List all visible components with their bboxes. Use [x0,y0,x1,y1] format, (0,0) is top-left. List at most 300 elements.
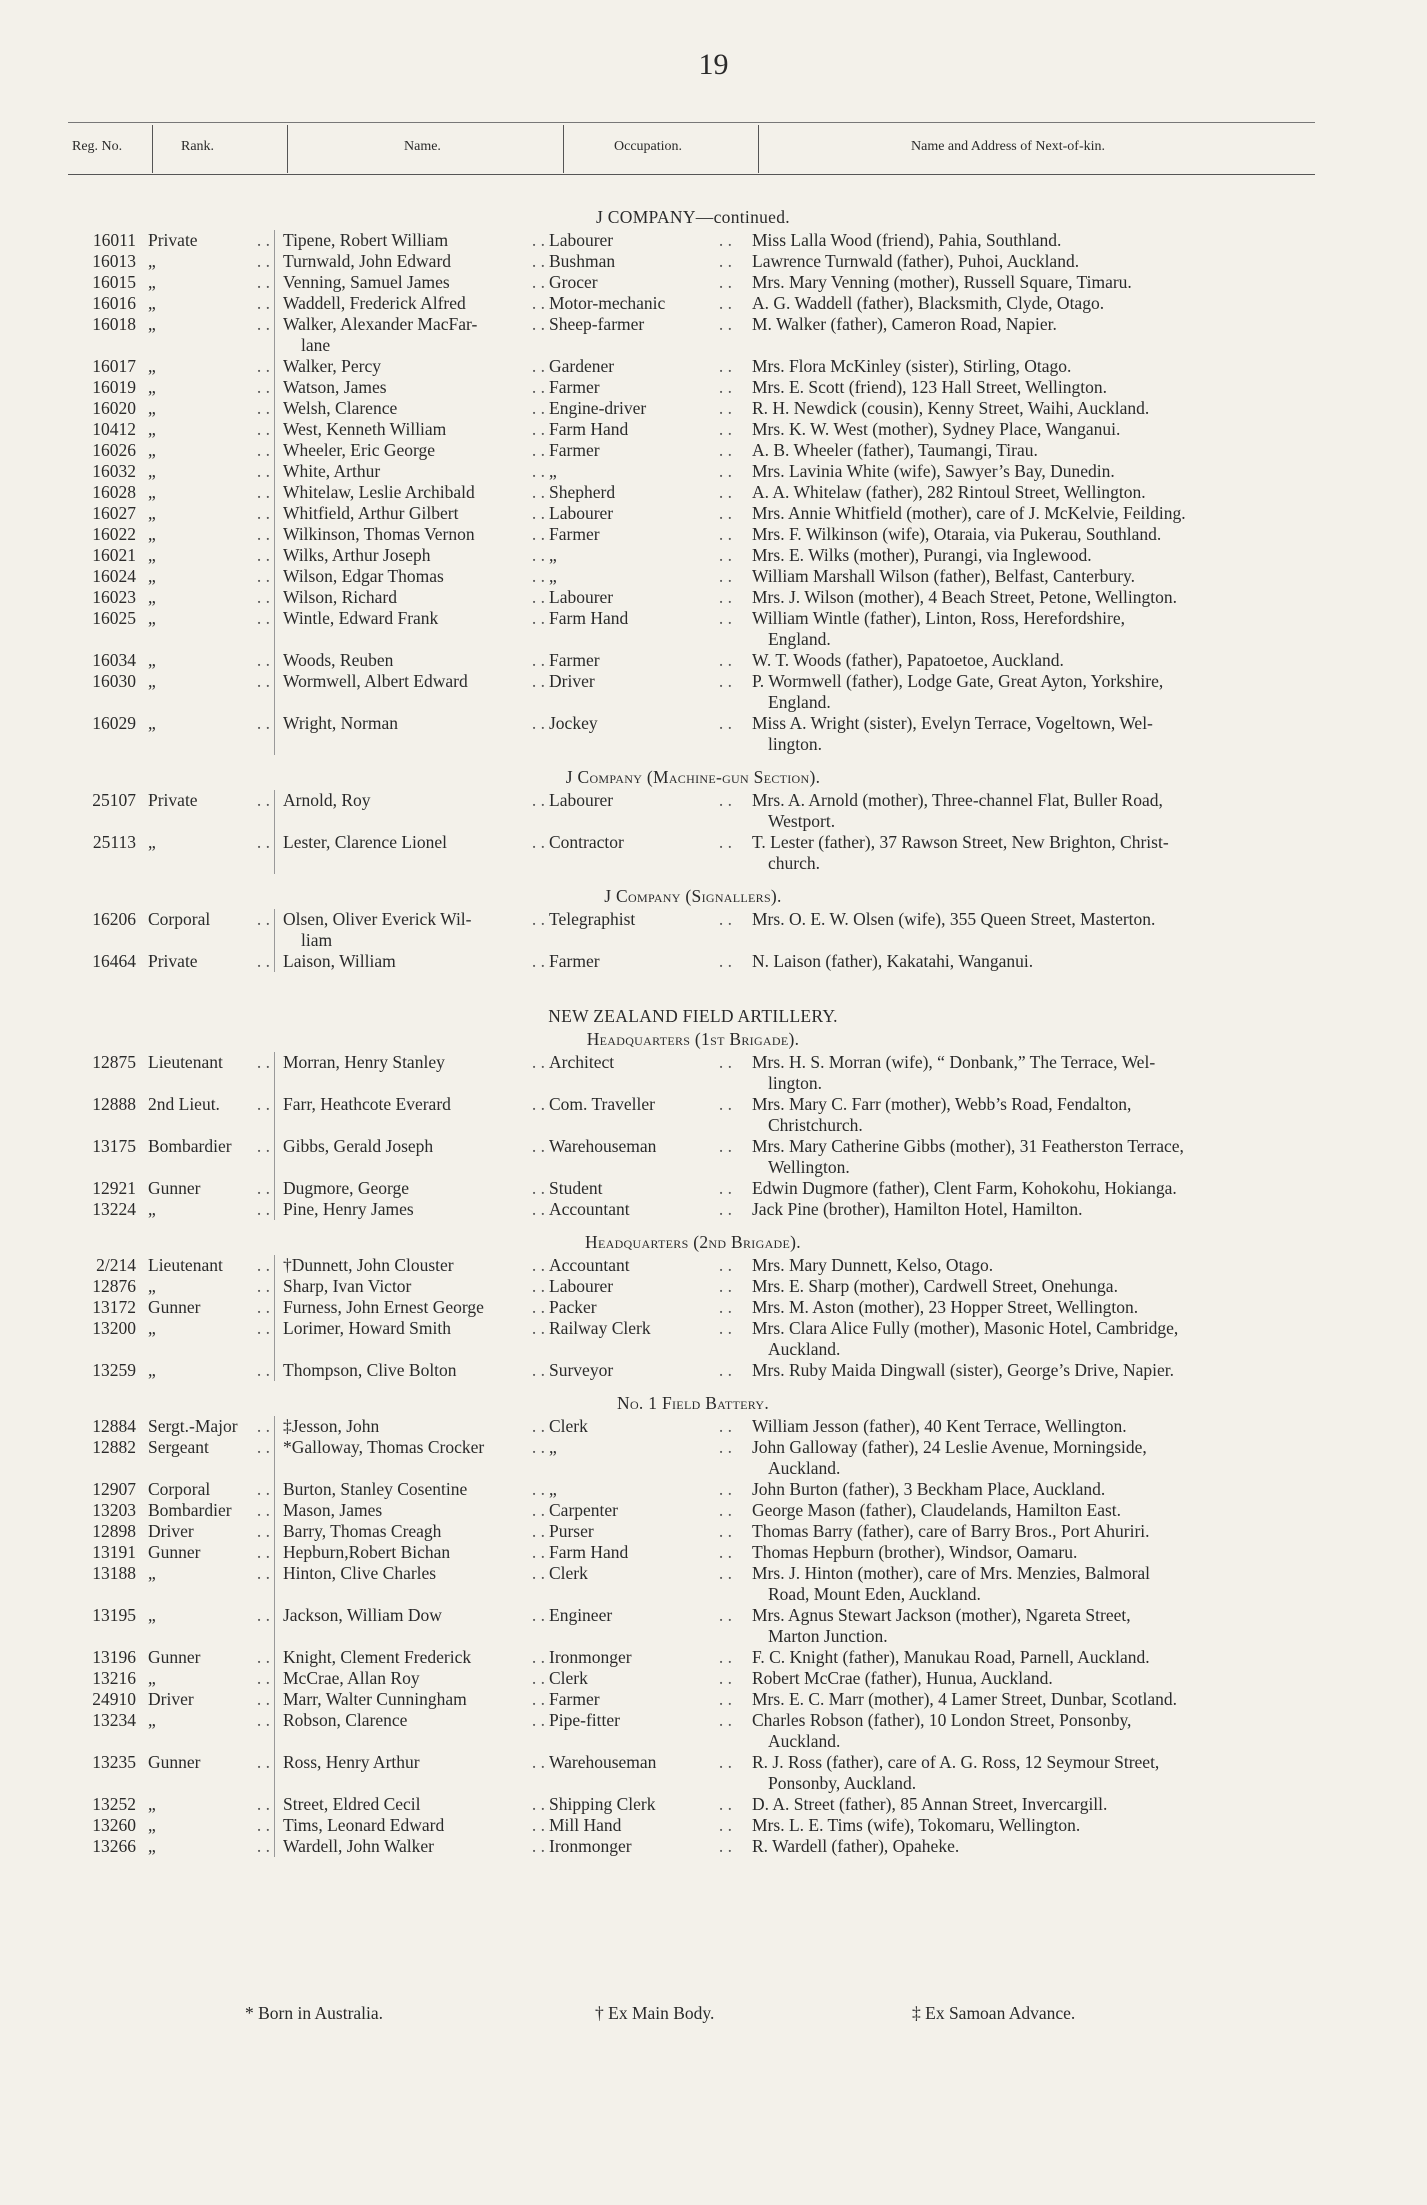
reg-blank [68,1773,148,1794]
occupation: Carpenter [549,1500,618,1520]
header-name: Name. [404,139,441,154]
roll-row [68,1094,1318,1115]
reg-blank [68,1157,148,1178]
leader-dots: . . [256,293,270,313]
next-of-kin: Mrs. J. Hinton (mother), care of Mrs. Menzies, Balmoral [752,1563,1151,1583]
roll-row-continuation [68,1773,1318,1794]
leader-dots: . . [531,713,545,733]
occupation: Contractor [549,832,624,852]
next-of-kin: P. Wormwell (father), Lodge Gate, Great Ayton, Yorkshire, [752,671,1164,691]
next-of-kin: Mrs. L. E. Tims (wife), Tokomaru, Wellington. [752,1815,1081,1835]
leader-dots: . . [531,951,545,971]
occupation: „ [549,461,557,481]
leader-dots: . . [718,951,732,971]
soldier-name-cell [274,1836,549,1857]
leader-dots: . . [256,482,270,502]
rank-cell [148,1794,274,1815]
leader-dots: . . [531,1094,545,1114]
rank-cell [148,790,274,811]
name-continuation-cell [274,1731,549,1752]
occupation: Farmer [549,650,600,670]
soldier-name-cell [274,419,549,440]
roll-row [68,1255,1318,1276]
occupation-cell [549,1318,736,1339]
occupation: „ [549,1437,557,1457]
occupation-cell [549,1136,736,1157]
occupation-cell [549,790,736,811]
rank-cell [148,1136,274,1157]
occupation-cell [549,1178,736,1199]
rank: „ [148,272,156,292]
roll-row [68,230,1318,251]
leader-dots: . . [718,1437,732,1457]
rank: Private [148,951,198,971]
occupation: Ironmonger [549,1836,632,1856]
next-of-kin: Mrs. Agnus Stewart Jackson (mother), Ngareta Street, [752,1605,1131,1625]
leader-dots: . . [531,1437,545,1457]
roll-row [68,608,1318,629]
rank: 2nd Lieut. [148,1094,220,1114]
leader-dots: . . [256,1689,270,1709]
soldier-name-cell [274,587,549,608]
leader-dots: . . [531,503,545,523]
leader-dots: . . [531,1815,545,1835]
soldier-name: Robson, Clarence [283,1710,408,1730]
occupation-cell [549,377,736,398]
leader-dots: . . [718,790,732,810]
soldier-name-cell [274,1052,549,1073]
occupation-cell [549,482,736,503]
leader-dots: . . [718,461,732,481]
rank-cell [148,587,274,608]
leader-dots: . . [718,1297,732,1317]
rank-cell [148,1297,274,1318]
leader-dots: . . [531,1178,545,1198]
occupation-cell [549,608,736,629]
rank-blank [148,1626,274,1647]
reg-number: 16029 [92,713,136,733]
rank-cell [148,1689,274,1710]
header-rank: Rank. [181,139,215,154]
rank-blank [148,811,274,832]
name-continuation-cell [274,1584,549,1605]
leader-dots: . . [531,1668,545,1688]
rank-cell [148,1276,274,1297]
roll-row-continuation [68,734,1318,755]
name-continuation-cell [274,1073,549,1094]
leader-dots: . . [256,909,270,929]
soldier-name: Wardell, John Walker [283,1836,434,1856]
leader-dots: . . [531,1500,545,1520]
rank-cell [148,1836,274,1857]
roll-row [68,1752,1318,1773]
rank: Lieutenant [148,1052,223,1072]
occupation: Shepherd [549,482,616,502]
leader-dots: . . [718,440,732,460]
occupation-cell [549,1836,736,1857]
name-continuation-cell [274,692,549,713]
occupation-cell [549,1542,736,1563]
occupation: Engine-driver [549,398,647,418]
occupation: Architect [549,1052,615,1072]
reg-number: 13200 [92,1318,136,1338]
soldier-name: Olsen, Oliver Everick Wil- [283,909,472,929]
rank-cell [148,251,274,272]
rank-blank [148,1339,274,1360]
soldier-name-cell [274,650,549,671]
reg-number: 13252 [92,1794,136,1814]
header-rule [68,174,1315,175]
occupation-cell [549,1255,736,1276]
next-of-kin-continuation: Auckland. [768,1731,841,1751]
roll-row-continuation [68,1731,1318,1752]
rank: „ [148,1794,156,1814]
soldier-name-cell [274,1136,549,1157]
soldier-name-cell [274,909,549,930]
occupation: Labourer [549,1276,614,1296]
occupation-cell [549,272,736,293]
leader-dots: . . [531,230,545,250]
occupation-cell [549,1416,736,1437]
reg-blank [68,335,148,356]
section-title: No. 1 Field Battery. [617,1393,769,1413]
header-reg: Reg. No. [72,139,123,154]
reg-number: 16032 [92,461,136,481]
leader-dots: . . [718,1689,732,1709]
rank: „ [148,440,156,460]
rank-cell [148,1052,274,1073]
rank-cell [148,1563,274,1584]
leader-dots: . . [718,1563,732,1583]
leader-dots: . . [256,1416,270,1436]
roll-row [68,377,1318,398]
occupation: Railway Clerk [549,1318,651,1338]
occupation-cell [549,650,736,671]
rank: „ [148,1318,156,1338]
occupation: Shipping Clerk [549,1794,656,1814]
next-of-kin: A. A. Whitelaw (father), 282 Rintoul Street, Wellington. [752,482,1146,502]
reg-blank [68,853,148,874]
roll-row [68,1199,1318,1220]
soldier-name-cell [274,1752,549,1773]
leader-dots: . . [718,832,732,852]
occupation-cell [549,1752,736,1773]
roll-row-continuation [68,692,1318,713]
next-of-kin: Miss A. Wright (sister), Evelyn Terrace, Vogeltown, Wel- [752,713,1153,733]
rank-cell [148,1710,274,1731]
soldier-name-cell [274,377,549,398]
rank: Gunner [148,1752,201,1772]
leader-dots: . . [718,377,732,397]
roll-row [68,1437,1318,1458]
soldier-name: Whitelaw, Leslie Archibald [283,482,475,502]
occupation-cell [549,461,736,482]
next-of-kin-continuation: lington. [768,734,822,754]
leader-dots: . . [718,230,732,250]
occupation-cell [549,1437,736,1458]
soldier-name: Watson, James [283,377,387,397]
occupation-blank [549,629,736,650]
roll-row [68,1521,1318,1542]
roll-row [68,1136,1318,1157]
name-continuation-cell [274,1115,549,1136]
leader-dots: . . [531,587,545,607]
soldier-name: Walker, Percy [283,356,381,376]
leader-dots: . . [718,272,732,292]
leader-dots: . . [256,440,270,460]
rank-cell [148,524,274,545]
rank-cell [148,1318,274,1339]
reg-number: 16023 [92,587,136,607]
rank-cell [148,566,274,587]
occupation-cell [549,314,736,335]
soldier-name: Whitfield, Arthur Gilbert [283,503,459,523]
reg-number: 13203 [92,1500,136,1520]
soldier-name: Sharp, Ivan Victor [283,1276,412,1296]
roll-row [68,1836,1318,1857]
occupation-blank [549,1773,736,1794]
next-of-kin: Mrs. Annie Whitfield (mother), care of J. McKelvie, Feilding. [752,503,1186,523]
rank: „ [148,377,156,397]
rank: Private [148,230,198,250]
occupation-cell [549,1199,736,1220]
occupation-blank [549,1584,736,1605]
occupation-cell [549,230,736,251]
occupation: „ [549,566,557,586]
roll-row [68,671,1318,692]
roll-row [68,1297,1318,1318]
next-of-kin: John Galloway (father), 24 Leslie Avenue, Morningside, [752,1437,1147,1457]
soldier-name: Hinton, Clive Charles [283,1563,437,1583]
leader-dots: . . [256,1752,270,1772]
rank-cell [148,377,274,398]
next-of-kin: William Wintle (father), Linton, Ross, Herefordshire, [752,608,1125,628]
next-of-kin: Mrs. H. S. Morran (wife), “ Donbank,” The Terrace, Wel- [752,1052,1156,1072]
leader-dots: . . [256,1276,270,1296]
rank: Gunner [148,1647,201,1667]
leader-dots: . . [256,1668,270,1688]
rank: „ [148,671,156,691]
soldier-name-cell [274,1647,549,1668]
soldier-name-cell [274,1479,549,1500]
next-of-kin-continuation: Westport. [768,811,836,831]
occupation: Farmer [549,524,600,544]
roll-row [68,1815,1318,1836]
leader-dots: . . [256,461,270,481]
next-of-kin: Miss Lalla Wood (friend), Pahia, Southland. [752,230,1062,250]
next-of-kin: Charles Robson (father), 10 London Street, Ponsonby, [752,1710,1132,1730]
soldier-name: Welsh, Clarence [283,398,398,418]
soldier-name: *Galloway, Thomas Crocker [283,1437,485,1457]
leader-dots: . . [256,314,270,334]
name-continuation-cell [274,1458,549,1479]
next-of-kin: William Marshall Wilson (father), Belfast, Canterbury. [752,566,1136,586]
rank-blank [148,734,274,755]
leader-dots: . . [256,1605,270,1625]
leader-dots: . . [256,524,270,544]
leader-dots: . . [256,377,270,397]
occupation: Ironmonger [549,1647,632,1667]
occupation: Driver [549,671,595,691]
occupation: Labourer [549,790,614,810]
rank-blank [148,1773,274,1794]
occupation: Clerk [549,1563,588,1583]
reg-number: 13235 [92,1752,136,1772]
reg-number: 13195 [92,1605,136,1625]
leader-dots: . . [256,356,270,376]
occupation: Farmer [549,1689,600,1709]
leader-dots: . . [256,1815,270,1835]
next-of-kin: R. Wardell (father), Opaheke. [752,1836,960,1856]
occupation: Mill Hand [549,1815,622,1835]
leader-dots: . . [256,587,270,607]
rank-cell [148,1542,274,1563]
soldier-name-cell [274,1360,549,1381]
roll-row [68,1052,1318,1073]
reg-number: 16016 [92,293,136,313]
roll-row [68,1416,1318,1437]
rank-blank [148,1073,274,1094]
rank: Gunner [148,1297,201,1317]
soldier-name-cell [274,1437,549,1458]
rank: Driver [148,1689,194,1709]
occupation-cell [549,909,736,930]
occupation-cell [549,545,736,566]
soldier-name: Furness, John Ernest George [283,1297,484,1317]
occupation-blank [549,811,736,832]
soldier-name-cell [274,1710,549,1731]
occupation-cell [549,1605,736,1626]
occupation: Pipe-fitter [549,1710,620,1730]
occupation-blank [549,1626,736,1647]
leader-dots: . . [256,1052,270,1072]
soldier-name-cell [274,1500,549,1521]
occupation-cell [549,1094,736,1115]
occupation: Farm Hand [549,608,629,628]
soldier-name-cell [274,1199,549,1220]
roll-row [68,251,1318,272]
soldier-name-cell [274,398,549,419]
reg-number: 25107 [92,790,136,810]
occupation: „ [549,545,557,565]
next-of-kin: F. C. Knight (father), Manukau Road, Parnell, Auckland. [752,1647,1150,1667]
soldier-name-cell [274,608,549,629]
soldier-name: Street, Eldred Cecil [283,1794,421,1814]
rank-blank [148,930,274,951]
reg-number: 16022 [92,524,136,544]
soldier-name: Arnold, Roy [283,790,371,810]
soldier-name: Barry, Thomas Creagh [283,1521,442,1541]
soldier-name-cell [274,1794,549,1815]
header-divider [152,125,153,173]
soldier-name: †Dunnett, John Clouster [283,1255,454,1275]
occupation: Farm Hand [549,419,629,439]
leader-dots: . . [256,1500,270,1520]
leader-dots: . . [256,608,270,628]
leader-dots: . . [718,566,732,586]
reg-number: 2/214 [96,1255,136,1275]
leader-dots: . . [531,566,545,586]
leader-dots: . . [718,1605,732,1625]
next-of-kin: Mrs. Mary Catherine Gibbs (mother), 31 Featherston Terrace, [752,1136,1184,1156]
leader-dots: . . [531,1647,545,1667]
soldier-name-cell [274,1668,549,1689]
roll-row [68,356,1318,377]
occupation: Grocer [549,272,598,292]
occupation: Engineer [549,1605,613,1625]
reg-number: 12876 [92,1276,136,1296]
soldier-name: Marr, Walter Cunningham [283,1689,467,1709]
rank: „ [148,1815,156,1835]
rank-cell [148,713,274,734]
rank-cell [148,1521,274,1542]
rank-cell [148,230,274,251]
leader-dots: . . [531,440,545,460]
soldier-name-cell [274,713,549,734]
occupation: Sheep-farmer [549,314,645,334]
soldier-name-cell [274,1542,549,1563]
rank-cell [148,1360,274,1381]
next-of-kin: W. T. Woods (father), Papatoetoe, Auckland. [752,650,1064,670]
leader-dots: . . [531,1605,545,1625]
reg-blank [68,1115,148,1136]
occupation-cell [549,398,736,419]
rank-cell [148,461,274,482]
next-of-kin: Mrs. F. Wilkinson (wife), Otaraia, via Pukerau, Southland. [752,524,1162,544]
rank: „ [148,1605,156,1625]
next-of-kin: Mrs. Lavinia White (wife), Sawyer’s Bay, Dunedin. [752,461,1115,481]
occupation-cell [549,587,736,608]
next-of-kin-continuation: Ponsonby, Auckland. [768,1773,917,1793]
roll-row [68,1318,1318,1339]
soldier-name: White, Arthur [283,461,381,481]
occupation-blank [549,734,736,755]
leader-dots: . . [531,1360,545,1380]
occupation-cell [549,1815,736,1836]
soldier-name: Lester, Clarence Lionel [283,832,448,852]
roll-row [68,1794,1318,1815]
occupation-cell [549,251,736,272]
leader-dots: . . [531,909,545,929]
rank: „ [148,713,156,733]
occupation-cell [549,503,736,524]
reg-blank [68,930,148,951]
soldier-name: Laison, William [283,951,396,971]
leader-dots: . . [531,482,545,502]
rank-blank [148,1731,274,1752]
occupation-cell [549,1360,736,1381]
leader-dots: . . [531,671,545,691]
next-of-kin-continuation: England. [768,629,831,649]
rank: Bombardier [148,1136,232,1156]
rank-cell [148,314,274,335]
soldier-name: Wintle, Edward Frank [283,608,439,628]
leader-dots: . . [718,1521,732,1541]
leader-dots: . . [718,1052,732,1072]
reg-number: 16019 [92,377,136,397]
rank: „ [148,398,156,418]
leader-dots: . . [718,1752,732,1772]
leader-dots: . . [531,1563,545,1583]
roll-row [68,398,1318,419]
occupation-cell [549,1052,736,1073]
next-of-kin: N. Laison (father), Kakatahi, Wanganui. [752,951,1034,971]
leader-dots: . . [256,251,270,271]
soldier-name: Waddell, Frederick Alfred [283,293,466,313]
rank-blank [148,335,274,356]
soldier-name-cell [274,1605,549,1626]
rank: Gunner [148,1542,201,1562]
